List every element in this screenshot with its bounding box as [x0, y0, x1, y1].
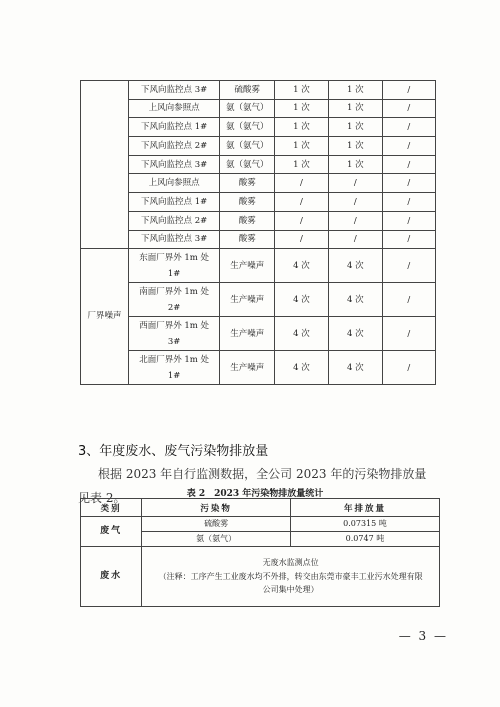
header-pollutant: 污染物: [142, 499, 291, 517]
monitor-frequency-2: /: [328, 230, 382, 249]
monitor-item: 酸雾: [220, 193, 275, 212]
header-amount: 年排放量: [290, 499, 439, 517]
monitor-point: 上风向参照点: [128, 174, 219, 193]
monitor-item: 酸雾: [220, 211, 275, 230]
monitor-frequency-2: 1 次: [328, 155, 382, 174]
monitor-point: 东面厂界外 1m 处 1#: [128, 249, 219, 283]
monitor-item: 硫酸雾: [220, 81, 275, 100]
monitor-frequency-2: 1 次: [328, 81, 382, 100]
monitor-frequency-1: 1 次: [275, 99, 329, 118]
monitor-point: 下风向监控点 2#: [128, 211, 219, 230]
monitor-frequency-1: /: [275, 211, 329, 230]
monitoring-table: [80, 80, 436, 385]
paragraph-line-2: 见表 2。: [78, 491, 126, 505]
monitor-item: 氨（氨气）: [220, 118, 275, 137]
monitor-note: /: [382, 283, 435, 317]
monitor-point: 北面厂界外 1m 处 1#: [128, 351, 219, 385]
monitor-frequency-1: /: [275, 193, 329, 212]
monitor-point: 下风向监控点 1#: [128, 193, 219, 212]
monitor-item: 酸雾: [220, 230, 275, 249]
monitor-gas-row: [81, 193, 436, 212]
monitor-frequency-2: 4 次: [328, 351, 382, 385]
monitor-frequency-2: /: [328, 174, 382, 193]
water-note-line-2: （注释：工序产生工业废水均不外排，转交由东莞市豪丰工业污水处理有限: [158, 571, 423, 581]
monitor-point: 下风向监控点 3#: [128, 230, 219, 249]
monitor-item: 生产噪声: [220, 317, 275, 351]
amount-cell: 0.07315 吨: [290, 517, 439, 532]
monitor-frequency-2: 1 次: [328, 118, 382, 137]
monitor-point: 下风向监控点 3#: [128, 155, 219, 174]
monitor-frequency-1: 1 次: [275, 155, 329, 174]
monitor-note: /: [382, 174, 435, 193]
monitor-item: 生产噪声: [220, 351, 275, 385]
monitor-item: 酸雾: [220, 174, 275, 193]
monitor-note: /: [382, 118, 435, 137]
monitor-gas-row: [81, 99, 436, 118]
monitor-point: 西面厂界外 1m 处 3#: [128, 317, 219, 351]
monitor-frequency-1: 1 次: [275, 81, 329, 100]
monitor-point: 上风向参照点: [128, 99, 219, 118]
monitor-note: /: [382, 155, 435, 174]
monitor-note: /: [382, 351, 435, 385]
monitor-item: 氨（氨气）: [220, 137, 275, 156]
monitor-frequency-1: 4 次: [275, 351, 329, 385]
monitor-noise-row: [81, 249, 436, 283]
page-number: — 3 —: [398, 629, 448, 643]
monitor-gas-row: [81, 137, 436, 156]
monitor-frequency-2: 4 次: [328, 317, 382, 351]
water-category-cell: 废水: [81, 547, 142, 607]
gas-category-cell: 废气: [81, 517, 142, 547]
monitor-point: 南面厂界外 1m 处 2#: [128, 283, 219, 317]
monitor-noise-row: [81, 351, 436, 385]
pollutant-cell: 硫酸雾: [142, 517, 291, 532]
monitor-gas-row: [81, 81, 436, 100]
monitor-frequency-1: 1 次: [275, 137, 329, 156]
water-note-line-1: 无废水监测点位: [262, 558, 319, 568]
monitor-note: /: [382, 99, 435, 118]
monitor-gas-row: [81, 118, 436, 137]
water-note-cell: [142, 547, 440, 607]
monitor-gas-row: [81, 174, 436, 193]
monitor-item: 生产噪声: [220, 283, 275, 317]
amount-cell: 0.0747 吨: [290, 532, 439, 547]
pollutant-cell: 氨（氨气）: [142, 532, 291, 547]
gas-category-cell: [81, 81, 129, 249]
table2-caption: 表 2 2023 年污染物排放量统计: [186, 489, 324, 499]
monitor-frequency-1: 4 次: [275, 249, 329, 283]
monitor-item: 生产噪声: [220, 249, 275, 283]
monitor-point: 下风向监控点 1#: [128, 118, 219, 137]
monitor-item: 氨（氨气）: [220, 155, 275, 174]
monitor-frequency-2: 4 次: [328, 283, 382, 317]
monitor-frequency-2: 1 次: [328, 137, 382, 156]
monitor-frequency-1: 1 次: [275, 118, 329, 137]
monitor-note: /: [382, 249, 435, 283]
monitor-gas-row: [81, 211, 436, 230]
monitor-note: /: [382, 211, 435, 230]
monitor-noise-row: [81, 283, 436, 317]
water-note-line-3: 公司集中处理）: [262, 585, 319, 595]
monitor-gas-row: [81, 230, 436, 249]
header-category: 类别: [81, 499, 142, 517]
section-heading: 3、年度废水、废气污染物排放量: [78, 444, 269, 459]
monitor-frequency-2: 1 次: [328, 99, 382, 118]
monitor-gas-row: [81, 155, 436, 174]
monitor-item: 氨（氨气）: [220, 99, 275, 118]
monitor-note: /: [382, 317, 435, 351]
emission-table: [80, 498, 440, 607]
monitor-frequency-2: 4 次: [328, 249, 382, 283]
monitor-frequency-1: /: [275, 174, 329, 193]
monitor-frequency-1: 4 次: [275, 317, 329, 351]
monitor-frequency-1: 4 次: [275, 283, 329, 317]
monitor-noise-row: [81, 317, 436, 351]
noise-category-cell: 厂界噪声: [81, 249, 129, 385]
monitor-point: 下风向监控点 3#: [128, 81, 219, 100]
monitor-note: /: [382, 193, 435, 212]
monitor-point: 下风向监控点 2#: [128, 137, 219, 156]
paragraph-line-1: 根据 2023 年自行监测数据，全公司 2023 年的污染物排放量: [98, 467, 427, 481]
monitor-frequency-2: /: [328, 211, 382, 230]
monitor-note: /: [382, 137, 435, 156]
monitor-note: /: [382, 230, 435, 249]
monitor-note: /: [382, 81, 435, 100]
monitor-frequency-1: /: [275, 230, 329, 249]
monitor-frequency-2: /: [328, 193, 382, 212]
